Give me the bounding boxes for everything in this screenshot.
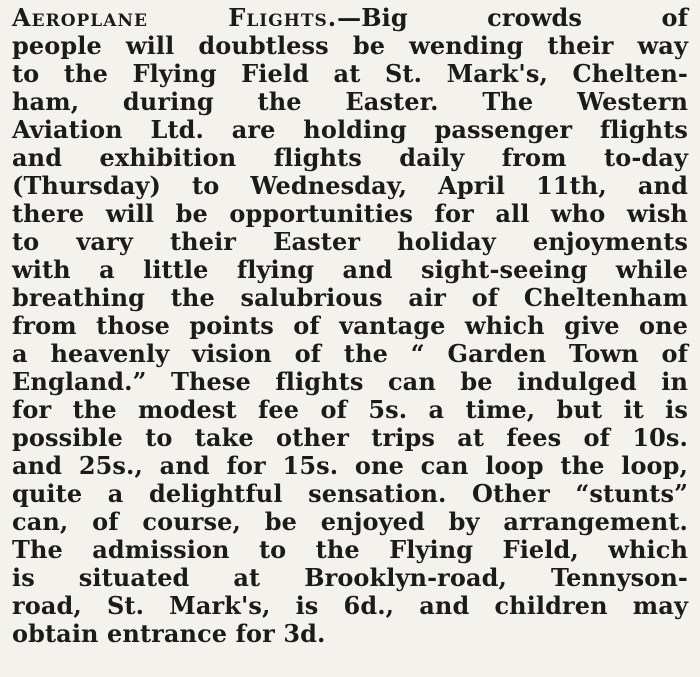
text-line-3: to the Flying Field at St. Mark's, Chelten- xyxy=(12,59,688,88)
text-line-4: ham, during the Easter. The Western xyxy=(12,87,688,116)
text-line-17: and 25s., and for 15s. one can loop the loop, xyxy=(12,451,688,480)
article-headline: Aeroplane Flights. xyxy=(12,3,338,32)
text-line-2: people will doubtless be wending their way xyxy=(12,31,688,60)
text-line-10: with a little flying and sight-seeing while xyxy=(12,255,688,284)
text-line-9: to vary their Easter holiday enjoyments xyxy=(12,227,688,256)
text-line-7: (Thursday) to Wednesday, April 11th, and xyxy=(12,171,688,200)
text-line-22: road, St. Mark's, is 6d., and children may xyxy=(12,591,688,620)
text-line-18: quite a delightful sensation. Other “stunts” xyxy=(12,479,688,508)
text-line-8: there will be opportunities for all who wish xyxy=(12,199,688,228)
text-line-14: England.” These flights can be indulged in xyxy=(12,367,688,396)
article-line-text: —Big crowds of xyxy=(337,3,688,32)
text-line-6: and exhibition flights daily from to-day xyxy=(12,143,688,172)
text-line-1 xyxy=(12,4,688,32)
text-line-12: from those points of vantage which give one xyxy=(12,311,688,340)
text-line-11: breathing the salubrious air of Cheltenham xyxy=(12,283,688,312)
text-line-23: obtain entrance for 3d. xyxy=(12,619,326,648)
text-line-5: Aviation Ltd. are holding passenger flights xyxy=(12,115,688,144)
text-line-15: for the modest fee of 5s. a time, but it is xyxy=(12,395,688,424)
text-line-20: The admission to the Flying Field, which xyxy=(12,535,688,564)
text-line-13: a heavenly vision of the “ Garden Town of xyxy=(12,339,688,368)
text-line-21: is situated at Brooklyn-road, Tennyson- xyxy=(12,563,688,592)
text-line-16: possible to take other trips at fees of 10s. xyxy=(12,423,688,452)
text-line-19: can, of course, be enjoyed by arrangement. xyxy=(12,507,688,536)
